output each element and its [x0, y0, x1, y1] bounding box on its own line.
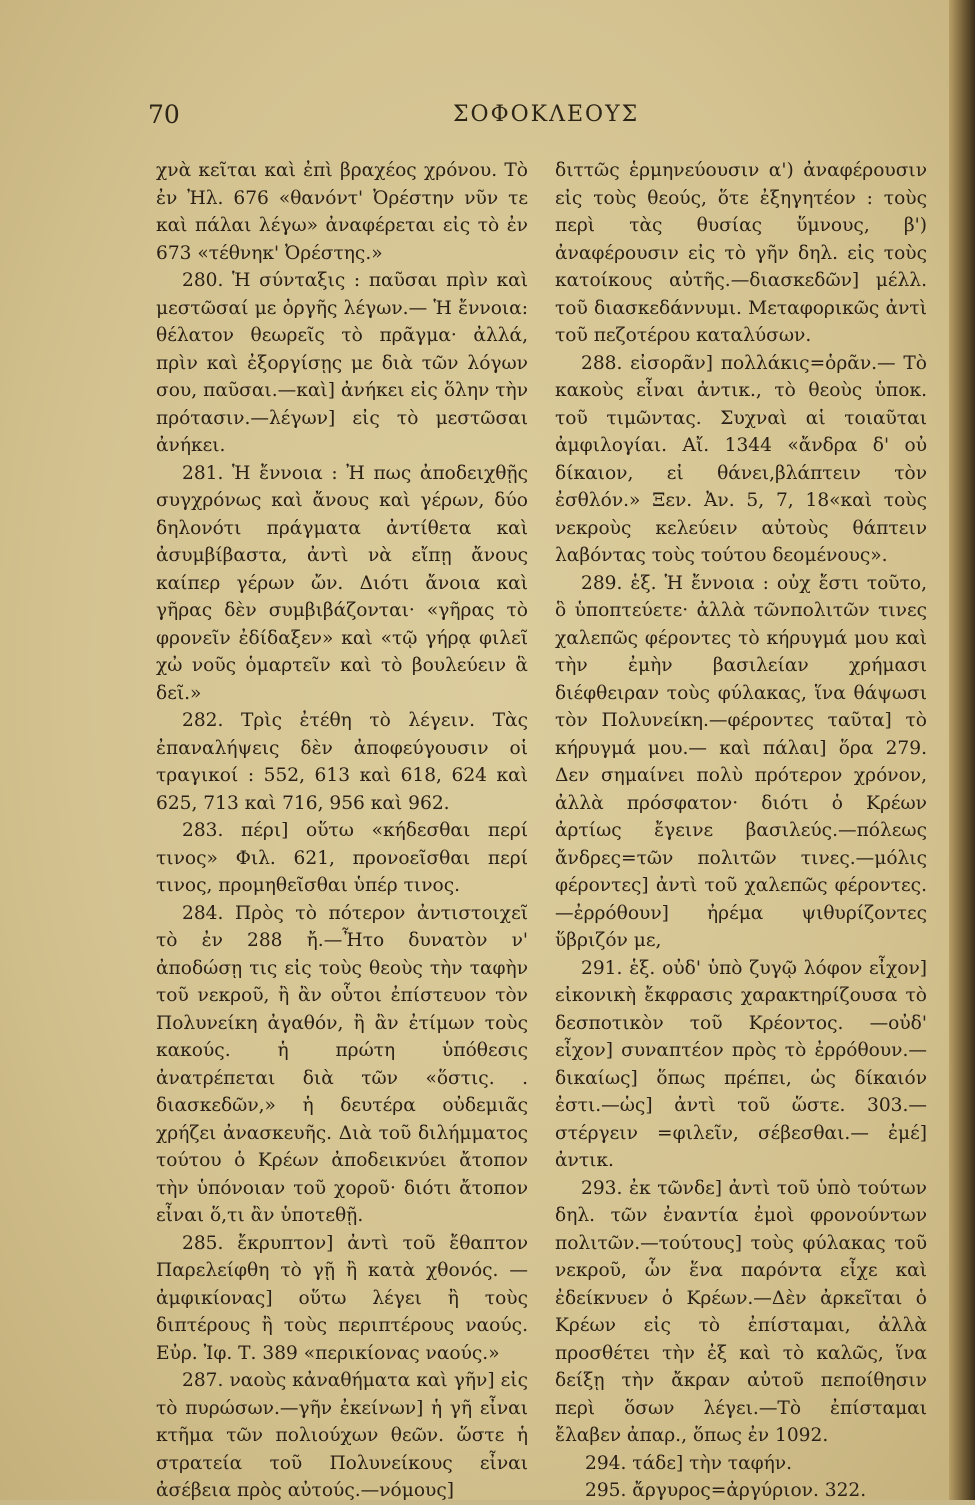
paragraph: 288. εἰσορᾶν] πολλάκις=ὁρᾶν.— Τὸ κακοὺς εἶναι ἀντικ., τὸ θεοὺς ὑποκ. τοῦ τιμῶντας. Συχναὶ αἱ τοιαῦται ἀμφιλογίαι. Αἴ. 1344 «ἄνδρα δ' οὐ δίκαιον, εἰ θάνει,βλάπτειν τὸν ἐσθλόν.» Ξεν. Ἀν. 5, 7, 18«καὶ τοὺς νεκροὺς κελεύειν αὐτοὺς θάπτειν λαβόντας τοὺς τούτου δεομένους». — [555, 352, 927, 566]
paragraph: 293. ἐκ τῶνδε] ἀντὶ τοῦ ὑπὸ τούτων δηλ. τῶν ἐναντία ἐμοὶ φρονούντων πολιτῶν.—τούτους] τοὺς φύλακας τοῦ νεκροῦ, ὧν ἕνα παρόντα εἶχε καὶ ἐδείκνυεν ὁ Κρέων.—Δὲν ἀρκεῖται ὁ Κρέων εἰς τὸ ἐπίσταμαι, ἀλλὰ προσθέτει τὴν ἐξ καὶ τὸ καλῶς, ἵνα δείξῃ τὴν ἄκραν αὐτοῦ πεποίθησιν περὶ ὅσων λέγει.—Τὸ ἐπίσταμαι ἔλαβεν ἀπαρ., ὅπως ἐν 1092. — [555, 1177, 927, 1446]
left-column — [156, 157, 528, 1505]
paragraph: 281. Ἡ ἔννοια : Ἠ πως ἀποδειχθῇς συγχρόνως καὶ ἄνους καὶ γέρων, δύο δηλονότι πράγματα ἀντίθετα καὶ ἀσυμβίβαστα, ἀντὶ νὰ εἴπῃ ἄνους καίπερ γέρων ὤν. Διότι ἄνοια καὶ γῆρας δὲν συμβιβάζονται· «γῆρας τὸ φρονεῖν ἐδίδαξεν» καὶ «τῷ γήρᾳ φιλεῖ χὠ νοῦς ὁμαρτεῖν καὶ τὸ βουλεύειν ἃ δεῖ.» — [156, 462, 528, 704]
paragraph: διττῶς ἑρμηνεύουσιν α') ἀναφέρουσιν εἰς τοὺς θεούς, ὅτε ἐξηγητέον : τοὺς περὶ τὰς θυσίας ὕμνους, β') ἀναφέρουσιν εἰς τὸ γῆν δηλ. εἰς τοὺς κατοίκους αὐτῆς.—διασκεδῶν] μέλλ. τοῦ διασκεδάννυμι. Μεταφορικῶς ἀντὶ τοῦ πεζοτέρου καταλύσων. — [555, 160, 927, 346]
paragraph: 289. ἑξ. Ἡ ἔννοια : οὐχ ἔστι τοῦτο, ὃ ὑποπτεύετε· ἀλλὰ τῶνπολιτῶν τινες χαλεπῶς φέροντες τὸ κήρυγμά μου καὶ τὴν ἐμὴν βασιλείαν χρήμασι διέφθειραν τοὺς φύλακας, ἵνα θάψωσι τὸν Πολυνείκη.—φέροντες ταῦτα] τὸ κήρυγμά μου.— καὶ πάλαι] ὅρα 279. Δεν σημαίνει πολὺ πρότερον χρόνον, ἀλλὰ πρόσφατον· διότι ὁ Κρέων ἀρτίως ἔγεινε βασιλεύς.—πόλεως ἄνδρες=τῶν πολιτῶν τινες.—μόλις φέροντες] ἀντὶ τοῦ χαλεπῶς φέροντες.—ἐρρόθουν] ἠρέμα ψιθυρίζοντες ὕβριζόν με, — [555, 572, 927, 951]
paragraph: 287. ναοὺς κἀναθήματα καὶ γῆν] εἰς τὸ πυρώσων.—γῆν ἐκείνων] ἡ γῆ εἶναι κτῆμα τῶν πολιούχων θεῶν. ὥστε ἡ στρατεία τοῦ Πολυνείκους εἶναι ἀσέβεια πρὸς αὐτούς.—νόμους] — [156, 1370, 528, 1501]
paragraph: 285. ἔκρυπτον] ἀντὶ τοῦ ἔθαπτον Παρελείφθη τὸ γῇ ἢ κατὰ χθονός. —ἀμφικίονας] οὕτω λέγει ἢ τοὺς διπτέρους ἢ τοὺς περιπτέρους ναούς. Εὐρ. Ἰφ. Τ. 389 «περικίονας ναούς.» — [156, 1232, 528, 1364]
page-header — [148, 100, 928, 140]
paragraph: χνὰ κεῖται καὶ ἐπὶ βραχέος χρόνου. Τὸ ἐν Ἠλ. 676 «θανόντ' Ὀρέστην νῦν τε καὶ πάλαι λέγω» ἀναφέρεται εἰς τὸ ἐν 673 «τέθνηκ' Ὀρέστης.» — [156, 160, 528, 264]
paragraph: 282. Τρὶς ἐτέθη τὸ λέγειν. Τὰς ἐπαναλήψεις δὲν ἀποφεύγουσιν οἱ τραγικοί : 552, 613 καὶ 618, 624 καὶ 625, 713 καὶ 716, 956 καὶ 962. — [156, 710, 528, 814]
running-title: ΣΟΦΟΚΛΕΟΥΣ — [453, 102, 640, 127]
right-column — [555, 157, 927, 1505]
paragraph: 284. Πρὸς τὸ πότερον ἀντιστοιχεῖ τὸ ἐν 288 ἤ.—Ἦτο δυνατὸν ν' ἀποδώσῃ τις εἰς τοὺς θεοὺς τὴν ταφὴν τοῦ νεκροῦ, ἢ ἂν οὗτοι ἐπίστευον τὸν Πολυνείκη ἀγαθόν, ἢ ἂν ἐτίμων τοὺς κακούς. ἡ πρώτη ὑπόθεσις ἀνατρέπεται διὰ τῶν «ὅστις. . διασκεδῶν,» ἡ δευτέρα οὐδεμιᾶς χρήζει ἀνασκευῆς. Διὰ τοῦ διλήμματος τούτου ὁ Κρέων ἀποδεικνύει ἄτοπον τὴν ὑπόνοιαν τοῦ χοροῦ· διότι ἄτοπον εἶναι ὅ,τι ἂν ὑποτεθῇ. — [156, 902, 528, 1226]
page-number: 70 — [148, 100, 180, 129]
paragraph: 291. ἑξ. οὐδ' ὑπὸ ζυγῷ λόφον εἶχον] εἰκονικὴ ἔκφρασις χαρακτηρίζουσα τὸ δεσποτικὸν τοῦ Κρέοντος. —οὐδ' εἶχον] συναπτέον πρὸς τὸ ἐρρόθουν.—δικαίως] ὅπως πρέπει, ὡς δίκαιόν ἐστι.—ὡς] ἀντὶ τοῦ ὥστε. 303.—στέργειν =φιλεῖν, σέβεσθαι.— ἐμέ] ἀντικ. — [555, 957, 927, 1171]
book-spine — [949, 0, 975, 1500]
paragraph: 295. ἄργυρος=ἀργύριον. 322. — [585, 1480, 867, 1501]
paragraph: 294. τάδε] τὴν ταφήν. — [585, 1452, 793, 1474]
paragraph: 280. Ἡ σύνταξις : παῦσαι πρὶν καὶ μεστῶσαί με ὀργῆς λέγων.— Ἡ ἔννοια: θέλατον θεωρεῖς τὸ πρᾶγμα· ἀλλά, πρὶν καὶ ἐξοργίσῃς με διὰ τῶν λόγων σου, παῦσαι.—καὶ] ἀνήκει εἰς ὅλην τὴν πρότασιν.—λέγων] εἰς τὸ μεστῶσαι ἀνήκει. — [156, 270, 528, 456]
paragraph: 283. πέρι] οὕτω «κήδεσθαι περί τινος» Φιλ. 621, προνοεῖσθαι περί τινος, προμηθεῖσθαι ὑπέρ τινος. — [156, 820, 528, 896]
